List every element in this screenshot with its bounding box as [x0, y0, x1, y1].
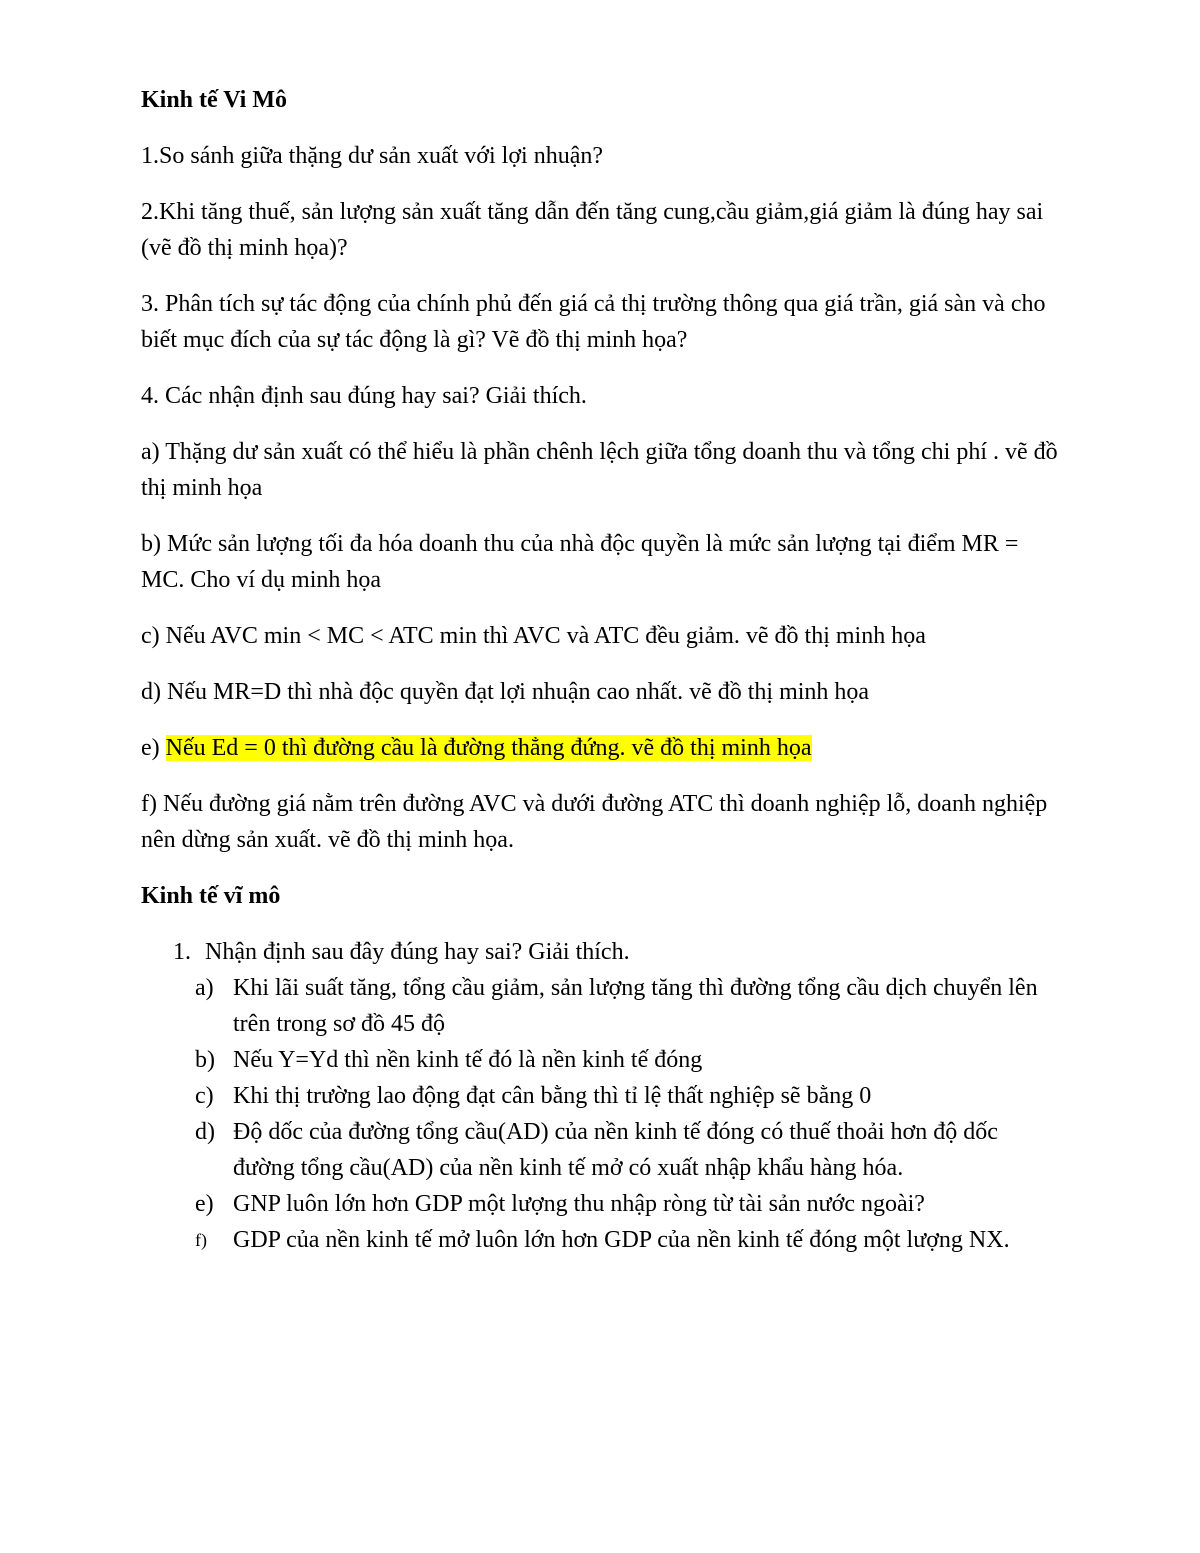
statement-b: b) Mức sản lượng tối đa hóa doanh thu của nhà độc quyền là mức sản lượng tại điểm MR = MC. Cho ví dụ minh họa — [141, 531, 1019, 593]
sub-list-item-a — [141, 970, 1061, 1042]
section-heading-macro: Kinh tế vĩ mô — [141, 883, 281, 909]
sub-item-marker: c) — [195, 1083, 214, 1109]
sub-item-marker: d) — [195, 1119, 215, 1145]
question-1: 1.So sánh giữa thặng dư sản xuất với lợi nhuận? — [141, 143, 603, 169]
sub-item-marker: f) — [195, 1230, 207, 1250]
question-3: 3. Phân tích sự tác động của chính phủ đến giá cả thị trường thông qua giá trần, giá sàn và cho biết mục đích của sự tác động là gì? Vẽ đồ thị minh họa? — [141, 291, 1046, 353]
document-content — [141, 82, 1061, 1258]
statement-e-highlighted: Nếu Ed = 0 thì đường cầu là đường thẳng đứng. vẽ đồ thị minh họa — [165, 735, 812, 761]
list-item-marker: 1. — [173, 939, 191, 965]
sub-item-text: Khi thị trường lao động đạt cân bằng thì tỉ lệ thất nghiệp sẽ bằng 0 — [233, 1083, 872, 1109]
sub-item-marker: e) — [195, 1191, 214, 1217]
statement-e-prefix: e) — [141, 735, 166, 761]
list-item — [141, 934, 1061, 970]
macro-sub-list — [141, 970, 1061, 1258]
list-item-text: Nhận định sau đây đúng hay sai? Giải thích. — [205, 939, 630, 965]
sub-item-marker: a) — [195, 975, 214, 1001]
sub-item-text: Khi lãi suất tăng, tổng cầu giảm, sản lượng tăng thì đường tổng cầu dịch chuyển lên trên trong sơ đồ 45 độ — [233, 975, 1038, 1037]
sub-item-marker: b) — [195, 1047, 215, 1073]
sub-item-text: Độ dốc của đường tổng cầu(AD) của nền kinh tế đóng có thuế thoải hơn độ dốc đường tổng cầu(AD) của nền kinh tế mở có xuất nhập khẩu hàng hóa. — [233, 1119, 998, 1181]
statement-d: d) Nếu MR=D thì nhà độc quyền đạt lợi nhuận cao nhất. vẽ đồ thị minh họa — [141, 679, 870, 705]
sub-list-item-d — [141, 1114, 1061, 1186]
sub-list-item-b — [141, 1042, 1061, 1078]
statement-e — [141, 730, 1061, 766]
question-4: 4. Các nhận định sau đúng hay sai? Giải thích. — [141, 383, 587, 409]
sub-list-item-f — [141, 1222, 1061, 1258]
sub-list-item-e — [141, 1186, 1061, 1222]
sub-item-text: GNP luôn lớn hơn GDP một lượng thu nhập ròng từ tài sản nước ngoài? — [233, 1191, 925, 1217]
statement-f: f) Nếu đường giá nằm trên đường AVC và dưới đường ATC thì doanh nghiệp lỗ, doanh nghiệp nên dừng sản xuất. vẽ đồ thị minh họa. — [141, 791, 1048, 853]
statement-a: a) Thặng dư sản xuất có thể hiểu là phần chênh lệch giữa tổng doanh thu và tổng chi phí . vẽ đồ thị minh họa — [141, 439, 1058, 501]
sub-item-text: Nếu Y=Yd thì nền kinh tế đó là nền kinh tế đóng — [233, 1047, 703, 1073]
macro-list — [141, 934, 1061, 1258]
sub-list-item-c — [141, 1078, 1061, 1114]
section-heading-micro: Kinh tế Vi Mô — [141, 87, 288, 113]
sub-item-text: GDP của nền kinh tế mở luôn lớn hơn GDP của nền kinh tế đóng một lượng NX. — [233, 1227, 1010, 1253]
statement-c: c) Nếu AVC min < MC < ATC min thì AVC và ATC đều giảm. vẽ đồ thị minh họa — [141, 623, 926, 649]
question-2: 2.Khi tăng thuế, sản lượng sản xuất tăng dẫn đến tăng cung,cầu giảm,giá giảm là đúng hay sai (vẽ đồ thị minh họa)? — [141, 199, 1044, 261]
